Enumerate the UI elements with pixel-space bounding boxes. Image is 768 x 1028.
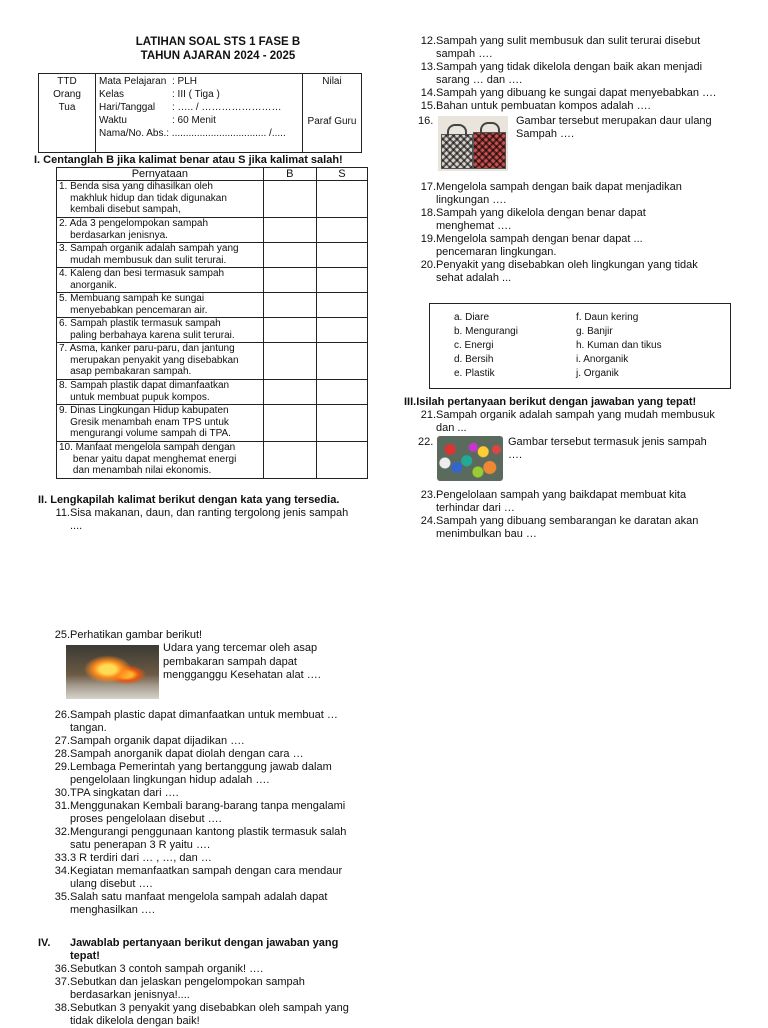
question-14: 14. Sampah yang dibuang ke sungai dapat menyebabkan …. [420,87,717,99]
grade-box [303,74,362,153]
statement-text: 7. Asma, kanker paru-paru, dan jantung merupakan penyakit yang disebabkan asap pembakaran sampah. [57,343,264,380]
statement-row [57,343,368,380]
question-28: 28. Sampah anorganik dapat diolah dengan cara … [54,748,304,760]
question-27: 27. Sampah organik dapat dijadikan …. [54,735,245,747]
check-s[interactable] [316,380,367,405]
check-b[interactable] [263,293,316,318]
doc-title [48,35,388,63]
question-32: 32. Mengurangi penggunaan kantong plastik termasuk salah satu penerapan 3 R yaitu …. [54,826,347,851]
check-b[interactable] [263,343,316,380]
statement-table [56,167,368,479]
field-name: Nama/No. Abs.: .................................. /..... [99,128,286,139]
option-h: h. Kuman dan tikus [576,340,662,351]
question-33: 33. 3 R terdiri dari … , …, dan … [54,852,212,864]
statement-text: 1. Benda sisa yang dihasilkan oleh makhluk hidup dan tidak digunakan kembali disebut sampah, [57,181,264,218]
question-18: 18. Sampah yang dikelola dengan benar dapat menghemat …. [420,207,646,232]
title-line-2: TAHUN AJARAN 2024 - 2025 [140,50,296,62]
check-b[interactable] [263,442,316,479]
identity-fields [96,74,303,153]
burning-trash-image [66,645,159,699]
question-22-number: 22. [418,436,434,448]
check-b[interactable] [263,318,316,343]
check-b[interactable] [263,181,316,218]
section-3-title: III.Isilah pertanyaan berikut dengan jawaban yang tepat! [404,396,697,408]
plastic-waste-image [437,436,503,481]
question-25-caption: Udara yang tercemar oleh asap pembakaran sampah dapat mengganggu Kesehatan alat …. [163,642,321,681]
question-11: 11. Sisa makanan, daun, dan ranting tergolong jenis sampah .... [55,507,349,532]
check-s[interactable] [316,442,367,479]
question-17: 17. Mengelola sampah dengan baik dapat menjadikan lingkungan …. [420,181,682,206]
check-s[interactable] [316,293,367,318]
statement-row [57,268,368,293]
field-date: Hari/Tanggal : ….. / …………………… [99,102,282,113]
statement-row [57,380,368,405]
check-b[interactable] [263,405,316,442]
question-16-text: Gambar tersebut merupakan daur ulang Sampah …. [516,115,712,140]
option-g: g. Banjir [576,326,613,337]
option-f: f. Daun kering [576,312,639,323]
questions-26-35 [50,709,370,917]
option-d: d. Bersih [454,354,494,365]
section-4-title [38,937,368,963]
statement-row [57,405,368,442]
identity-table [38,73,362,153]
nilai-label: Nilai [322,76,342,87]
question-24: 24. Sampah yang dibuang sembarangan ke daratan akan menimbulkan bau … [420,515,699,540]
question-26: 26. Sampah plastic dapat dimanfaatkan untuk membuat … tangan. [54,709,338,734]
question-16-number: 16. [418,115,434,127]
question-29: 29. Lembaga Pemerintah yang bertanggung jawab dalam pengelolaan lingkungan hidup adalah …. [54,761,332,786]
option-a: a. Diare [454,312,490,323]
title-line-1: LATIHAN SOAL STS 1 FASE B [135,36,301,48]
statement-text: 9. Dinas Lingkungan Hidup kabupaten Gresik menambah enam TPS untuk mengurangi volume sampah di TPA. [57,405,264,442]
statement-text: 4. Kaleng dan besi termasuk sampah anorganik. [57,268,264,293]
options-right [576,311,662,381]
option-c: c. Energi [454,340,494,351]
field-class: Kelas : III ( Tiga ) [99,89,220,100]
col-statement: Pernyataan [57,168,264,181]
question-19: 19. Mengelola sampah dengan benar dapat ... pencemaran lingkungan. [420,233,643,258]
option-j: j. Organik [576,368,619,379]
statement-row [57,293,368,318]
question-22-text: Gambar tersebut termasuk jenis sampah …. [508,436,707,461]
check-s[interactable] [316,318,367,343]
statement-text: 10. Manfaat mengelola sampah dengan benar yaitu dapat menghemat energi dan menambah nilai ekonomis. [57,442,264,479]
check-s[interactable] [316,181,367,218]
question-37: 37. Sebutkan dan jelaskan pengelompokan sampah berdasarkan jenisnya!.... [54,976,305,1001]
question-25: 25. Perhatikan gambar berikut! [54,629,203,641]
col-s: S [316,168,367,181]
question-23: 23. Pengelolaan sampah yang baikdapat membuat kita terhindar dari … [420,489,687,514]
check-s[interactable] [316,243,367,268]
check-b[interactable] [263,243,316,268]
question-13: 13. Sampah yang tidak dikelola dengan baik akan menjadi sarang … dan …. [420,61,703,86]
check-s[interactable] [316,343,367,380]
question-36: 36. Sebutkan 3 contoh sampah organik! …. [54,963,264,975]
questions-23-24 [414,489,759,541]
section-4-heading: Jawablab pertanyaan berikut dengan jawaban yang tepat! [70,937,339,962]
field-time: Waktu : 60 Menit [99,115,216,126]
check-b[interactable] [263,218,316,243]
field-subject: Mata Pelajaran : PLH [99,76,198,87]
questions-36-38 [50,963,370,1028]
options-left [454,311,518,381]
question-30: 30. TPA singkatan dari …. [54,787,179,799]
answer-options-box [429,303,731,389]
statement-row [57,318,368,343]
ttd-orang-tua: TTD Orang Tua [39,74,96,153]
section-1-title: I. Centanglah B jika kalimat benar atau S jika kalimat salah! [34,154,343,166]
question-15: 15. Bahan untuk pembuatan kompos adalah …. [420,100,651,112]
check-b[interactable] [263,380,316,405]
option-b: b. Mengurangi [454,326,518,337]
question-31: 31. Menggunakan Kembali barang-barang tanpa mengalami proses pengelolaan disebut …. [54,800,346,825]
statement-row [57,442,368,479]
paraf-guru-label: Paraf Guru [307,116,357,127]
statement-text: 2. Ada 3 pengelompokan sampah berdasarkan jenisnya. [57,218,264,243]
statement-text: 8. Sampah plastik dapat dimanfaatkan untuk membuat pupuk kompos. [57,380,264,405]
statement-row [57,181,368,218]
question-21: 21. Sampah organik adalah sampah yang mudah membusuk dan ... [420,409,715,434]
statement-text: 5. Membuang sampah ke sungai menyebabkan pencemaran air. [57,293,264,318]
question-12: 12. Sampah yang sulit membusuk dan sulit terurai disebut sampah …. [420,35,701,60]
section-4-number: IV. [38,937,51,949]
recycled-bag-image [438,116,508,171]
check-s[interactable] [316,268,367,293]
question-35: 35. Salah satu manfaat mengelola sampah adalah dapat menghasilkan …. [54,891,328,916]
statement-row [57,243,368,268]
question-34: 34. Kegiatan memanfaatkan sampah dengan cara mendaur ulang disebut …. [54,865,343,890]
check-s[interactable] [316,405,367,442]
questions-12-15 [414,35,759,113]
question-20: 20. Penyakit yang disebabkan oleh lingkungan yang tidak sehat adalah ... [420,259,698,284]
col-b: B [263,168,316,181]
questions-17-20 [414,181,759,285]
statement-text: 6. Sampah plastik termasuk sampah paling berbahaya karena sulit terurai. [57,318,264,343]
option-i: i. Anorganik [576,354,629,365]
check-b[interactable] [263,268,316,293]
check-s[interactable] [316,218,367,243]
option-e: e. Plastik [454,368,495,379]
statement-text: 3. Sampah organik adalah sampah yang mudah membusuk dan sulit terurai. [57,243,264,268]
section-2-title: II. Lengkapilah kalimat berikut dengan kata yang tersedia. [38,494,340,506]
statement-row [57,218,368,243]
question-38: 38. Sebutkan 3 penyakit yang disebabkan oleh sampah yang tidak dikelola dengan baik! [54,1002,349,1027]
